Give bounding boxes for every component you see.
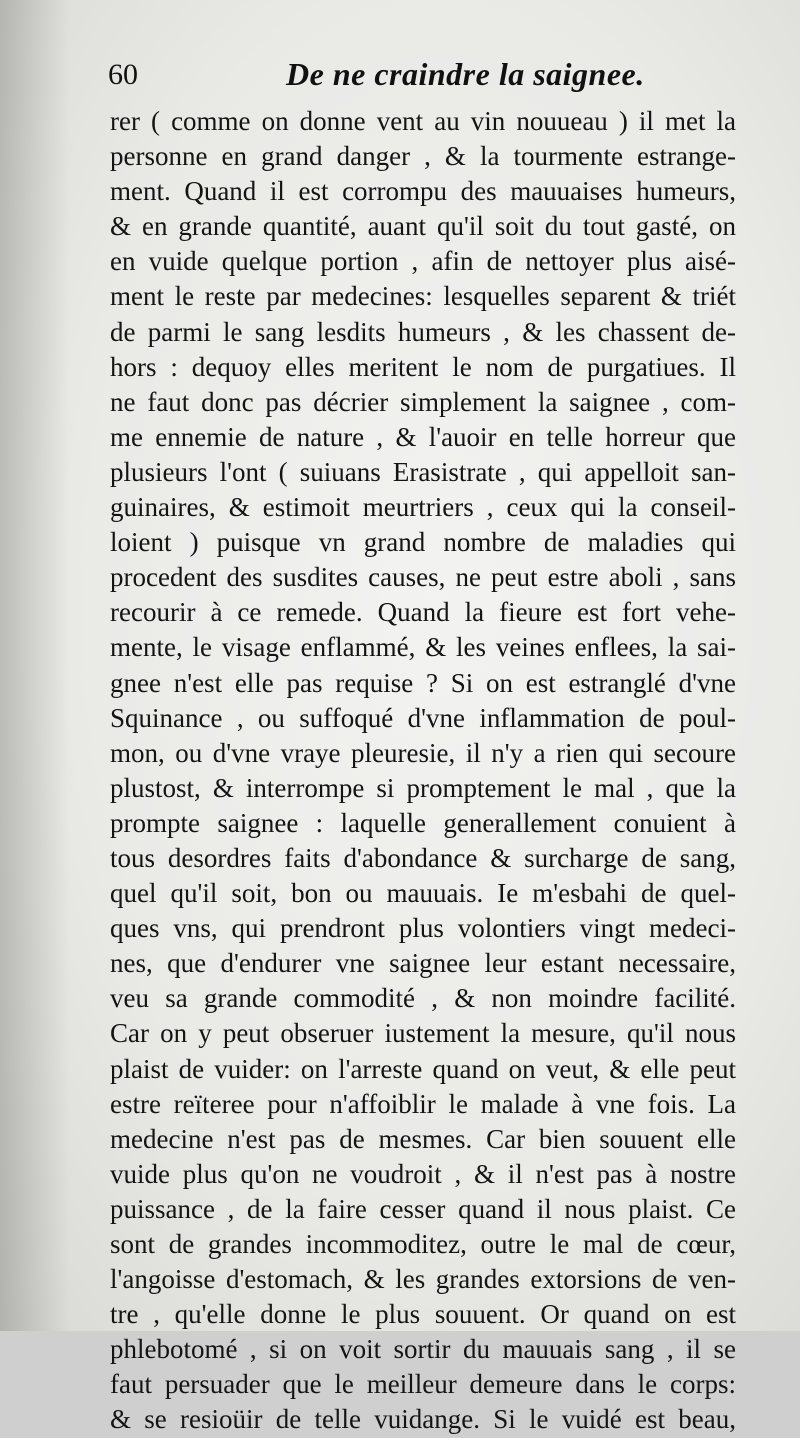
text-line: medecine n'est pas de mesmes. Car bien souuent elle bbox=[110, 1123, 736, 1154]
text-line: me ennemie de nature , & l'auoir en telle horreur que bbox=[110, 421, 736, 452]
text-line: plustost, & interrompe si promptement le mal , que la bbox=[110, 772, 736, 803]
text-line: loient ) puisque vn grand nombre de maladies qui bbox=[110, 527, 736, 558]
text-line: ne faut donc pas décrier simplement la saignee , com- bbox=[110, 386, 736, 417]
text-line: veu sa grande commodité , & non moindre facilité. bbox=[110, 983, 736, 1014]
text-line: recourir à ce remede. Quand la fieure est fort vehe- bbox=[110, 597, 736, 628]
running-title: De ne craindre la saignee. bbox=[286, 56, 645, 92]
text-line: phlebotomé , si on voit sortir du mauuais sang , il se bbox=[110, 1334, 736, 1365]
text-line: ment le reste par medecines: lesquelles separent & triét bbox=[110, 281, 736, 312]
text-line: tous desordres faits d'abondance & surcharge de sang, bbox=[110, 842, 736, 873]
text-line: & en grande quantité, auant qu'il soit du tout gasté, on bbox=[110, 211, 736, 242]
text-line: plusieurs l'ont ( suiuans Erasistrate , qui appelloit san- bbox=[110, 456, 736, 487]
text-line: mente, le visage enflammé, & les veines enflees, la sai- bbox=[110, 632, 736, 663]
page-header bbox=[108, 52, 748, 98]
text-line: & se resioüir de telle vuidange. Si le vuidé est beau, bbox=[110, 1404, 736, 1435]
text-line: mon, ou d'vne vraye pleuresie, il n'y a rien qui secoure bbox=[110, 737, 736, 768]
text-line: ment. Quand il est corrompu des mauuaises humeurs, bbox=[110, 176, 736, 207]
page-number: 60 bbox=[108, 58, 138, 91]
text-line: plaist de vuider: on l'arreste quand on veut, & elle peut bbox=[110, 1053, 736, 1084]
text-line: procedent des susdites causes, ne peut estre aboli , sans bbox=[110, 562, 736, 593]
text-line: faut persuader que le meilleur demeure dans le corps: bbox=[110, 1369, 736, 1400]
text-line: prompte saignee : laquelle generallement conuient à bbox=[110, 807, 736, 838]
text-line: quel qu'il soit, bon ou mauuais. Ie m'esbahi de quel- bbox=[110, 878, 736, 909]
text-line: personne en grand danger , & la tourmente estrange- bbox=[110, 141, 736, 172]
text-line: l'angoisse d'estomach, & les grandes extorsions de ven- bbox=[110, 1264, 736, 1295]
text-line: en vuide quelque portion , afin de nettoyer plus aisé- bbox=[110, 246, 736, 277]
text-line: ques vns, qui prendront plus volontiers vingt medeci- bbox=[110, 913, 736, 944]
text-line: guinaires, & estimoit meurtriers , ceux qui la conseil- bbox=[110, 492, 736, 523]
text-line: estre reïteree pour n'affoiblir le malade à vne fois. La bbox=[110, 1088, 736, 1119]
text-line: Car on y peut obseruer iustement la mesure, qu'il nous bbox=[110, 1018, 736, 1049]
text-line: hors : dequoy elles meritent le nom de purgatiues. Il bbox=[110, 351, 736, 382]
text-line: de parmi le sang lesdits humeurs , & les chassent de- bbox=[110, 316, 736, 347]
gutter-shadow bbox=[0, 0, 70, 1331]
text-line: nes, que d'endurer vne saignee leur estant necessaire, bbox=[110, 948, 736, 979]
text-line: vuide plus qu'on ne voudroit , & il n'est pas à nostre bbox=[110, 1158, 736, 1189]
text-line: tre , qu'elle donne le plus souuent. Or quand on est bbox=[110, 1299, 736, 1330]
body-text bbox=[110, 104, 736, 1438]
text-line: sont de grandes incommoditez, outre le mal de cœur, bbox=[110, 1229, 736, 1259]
text-line: gnee n'est elle pas requise ? Si on est estranglé d'vne bbox=[110, 667, 736, 698]
text-line: Squinance , ou suffoqué d'vne inflammation de poul- bbox=[110, 702, 736, 733]
text-line: rer ( comme on donne vent au vin nouueau ) il met la bbox=[110, 106, 736, 136]
text-line: puissance , de la faire cesser quand il nous plaist. Ce bbox=[110, 1193, 736, 1224]
